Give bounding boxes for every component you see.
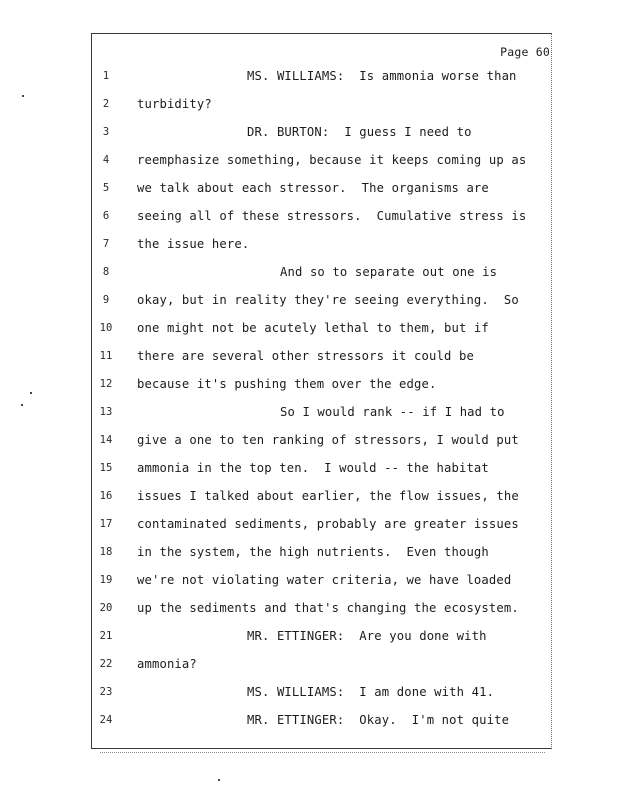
line-number: 15 [99,462,113,474]
line-number: 20 [99,602,113,614]
line-text: we talk about each stressor. The organisms are [137,181,489,195]
page-number-label: Page 60 [500,45,550,59]
line-text: And so to separate out one is [280,265,498,279]
line-text: seeing all of these stressors. Cumulative stress is [137,209,527,223]
transcript-line [0,656,618,672]
line-number: 11 [99,350,113,362]
line-text: the issue here. [137,237,250,251]
line-text: DR. BURTON: I guess I need to [247,125,472,139]
line-number: 2 [102,98,110,110]
line-text: give a one to ten ranking of stressors, I would put [137,433,519,447]
transcript-line [0,460,618,476]
line-number: 4 [102,154,110,166]
scan-speck [218,779,220,781]
line-text: MR. ETTINGER: Are you done with [247,629,487,643]
line-text: MR. ETTINGER: Okay. I'm not quite [247,713,510,727]
transcript-line [0,572,618,588]
transcript-line [0,404,618,420]
transcript-line [0,628,618,644]
line-text: in the system, the high nutrients. Even though [137,545,489,559]
transcript-line [0,96,618,112]
line-text: there are several other stressors it could be [137,349,474,363]
line-number: 10 [99,322,113,334]
line-number: 13 [99,406,113,418]
transcript-line [0,264,618,280]
line-text: ammonia? [137,657,197,671]
line-number: 16 [99,490,113,502]
line-number: 21 [99,630,113,642]
line-text: contaminated sediments, probably are greater issues [137,517,519,531]
transcript-line [0,152,618,168]
line-number: 5 [102,182,110,194]
transcript-line [0,488,618,504]
line-number: 18 [99,546,113,558]
line-number: 12 [99,378,113,390]
line-text: issues I talked about earlier, the flow issues, the [137,489,519,503]
scan-speck [21,404,23,406]
transcript-line [0,236,618,252]
line-number: 19 [99,574,113,586]
line-text: one might not be acutely lethal to them, but if [137,321,489,335]
transcript-line [0,432,618,448]
line-number: 1 [102,70,110,82]
transcript-line [0,124,618,140]
line-number: 22 [99,658,113,670]
line-text: MS. WILLIAMS: I am done with 41. [247,685,495,699]
transcript-line [0,684,618,700]
transcript-line [0,516,618,532]
line-number: 6 [102,210,110,222]
line-number: 3 [102,126,110,138]
line-text: up the sediments and that's changing the ecosystem. [137,601,519,615]
line-number: 8 [102,266,110,278]
line-text: reemphasize something, because it keeps coming up as [137,153,527,167]
footer-dotted-rule [100,752,545,754]
transcript-line [0,600,618,616]
line-number: 23 [99,686,113,698]
transcript-line [0,68,618,84]
line-number: 24 [99,714,113,726]
line-number: 9 [102,294,110,306]
transcript-line [0,348,618,364]
line-text: we're not violating water criteria, we have loaded [137,573,512,587]
transcript-line [0,292,618,308]
transcript-line [0,180,618,196]
transcript-line [0,208,618,224]
scan-speck [30,392,32,394]
line-text: ammonia in the top ten. I would -- the habitat [137,461,489,475]
line-number: 7 [102,238,110,250]
line-text: So I would rank -- if I had to [280,405,505,419]
transcript-line [0,376,618,392]
transcript-line [0,320,618,336]
line-number: 17 [99,518,113,530]
line-number: 14 [99,434,113,446]
line-text: because it's pushing them over the edge. [137,377,437,391]
line-text: turbidity? [137,97,212,111]
line-text: MS. WILLIAMS: Is ammonia worse than [247,69,517,83]
scan-speck [22,95,24,97]
line-text: okay, but in reality they're seeing everything. So [137,293,519,307]
transcript-line [0,544,618,560]
transcript-line [0,712,618,728]
